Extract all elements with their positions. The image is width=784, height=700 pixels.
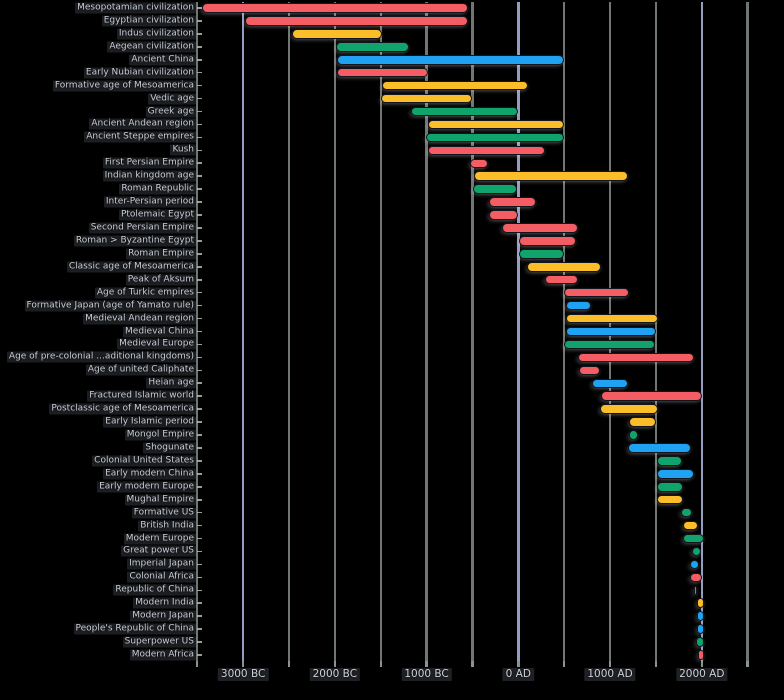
timeline-bar (628, 443, 690, 453)
timeline-row-label: Ancient Andean region (91, 118, 194, 129)
row-tick (197, 331, 202, 333)
timeline-bar (473, 184, 517, 194)
timeline-row-label: Imperial Japan (129, 558, 194, 569)
timeline-row-label: Aegean civilization (109, 41, 194, 52)
timeline-bar (336, 42, 409, 52)
row-tick (197, 124, 202, 126)
timeline-row-label: Early modern Europe (99, 481, 194, 492)
row-tick (197, 72, 202, 74)
row-tick (197, 292, 202, 294)
timeline-row-label: Early Islamic period (105, 416, 194, 427)
row-tick (197, 590, 202, 592)
timeline-row-label: Ancient China (131, 54, 194, 65)
timeline-row-label: People's Republic of China (75, 623, 194, 634)
timeline-row-label: Mesopotamian civilization (77, 2, 194, 13)
timeline-bar (578, 353, 694, 363)
timeline-row-label: Medieval Andean region (85, 313, 194, 324)
timeline-bar (428, 146, 545, 156)
axis-tick-label: 3000 BC (218, 668, 268, 681)
timeline-bar (470, 159, 488, 169)
row-tick (197, 59, 202, 61)
timeline-bar (601, 391, 702, 401)
timeline-bar (681, 508, 692, 518)
timeline-row-label: Ancient Steppe empires (86, 131, 194, 142)
timeline-bar (629, 417, 656, 427)
row-tick (197, 305, 202, 307)
timeline-bar (657, 469, 694, 479)
row-tick (197, 615, 202, 617)
row-tick (197, 486, 202, 488)
axis-tick (517, 661, 519, 667)
timeline-bar (697, 598, 704, 608)
timeline-bar (629, 430, 639, 440)
axis-tick (242, 661, 244, 667)
timeline-row-label: Peak of Aksum (127, 274, 194, 285)
timeline-bar (657, 456, 682, 466)
timeline-bar (600, 404, 658, 414)
timeline-row-label: Mughal Empire (126, 494, 194, 505)
gridline (242, 2, 244, 661)
timeline-bar (519, 236, 576, 246)
timeline-row-label: Ptolemaic Egypt (120, 209, 194, 220)
timeline-row-label: Second Persian Empire (90, 222, 194, 233)
timeline-row-label: Postclassic age of Mesoamerica (51, 403, 194, 414)
gridline (288, 2, 290, 661)
axis-tick (380, 661, 382, 667)
timeline-bar (657, 495, 683, 505)
timeline-bar (489, 197, 535, 207)
axis-tick-label: 2000 AD (676, 668, 727, 681)
timeline-row-label: Classic age of Mesoamerica (68, 261, 194, 272)
timeline-row-label: British India (140, 520, 194, 531)
timeline-row-label: Colonial United States (94, 455, 194, 466)
row-tick (197, 253, 202, 255)
timeline-row-label: Modern Africa (131, 649, 194, 660)
timeline-row-label: Indian kingdom age (104, 170, 194, 181)
axis-tick (746, 661, 748, 667)
row-tick (197, 175, 202, 177)
timeline-bar (683, 534, 703, 544)
timeline-bar (694, 586, 697, 596)
timeline-bar (697, 611, 704, 621)
axis-tick (425, 661, 427, 667)
row-tick (197, 137, 202, 139)
row-tick (197, 499, 202, 501)
axis-tick (471, 661, 473, 667)
timeline-bar (692, 547, 701, 557)
timeline-bar (381, 94, 472, 104)
timeline-bar (690, 560, 699, 570)
timeline-bar (202, 3, 468, 13)
timeline-row-label: Fractured Islamic world (89, 390, 194, 401)
timeline-bar (566, 314, 658, 324)
row-tick (197, 7, 202, 9)
timeline-bar (592, 379, 628, 389)
timeline-row-label: Modern Japan (132, 610, 194, 621)
axis-tick-label: 0 AD (503, 668, 534, 681)
timeline-row-label: Inter-Persian period (105, 196, 194, 207)
timeline-row-label: Formative age of Mesoamerica (54, 80, 194, 91)
timeline-bar (579, 366, 600, 376)
row-tick (197, 33, 202, 35)
timeline-bar (564, 288, 629, 298)
timeline-row-label: Medieval China (125, 326, 194, 336)
row-tick (197, 318, 202, 320)
timeline-bar (411, 107, 519, 117)
row-tick (197, 382, 202, 384)
row-tick (197, 98, 202, 100)
row-tick (197, 434, 202, 436)
timeline-bar (337, 68, 428, 78)
timeline-row-label: Shogunate (145, 442, 194, 453)
axis-tick-label: 2000 BC (310, 668, 360, 681)
timeline-row-label: Great power US (123, 545, 194, 556)
timeline-row-label: Egyptian civilization (103, 15, 194, 26)
timeline-row-label: Modern India (135, 597, 194, 608)
timeline-row-label: Formative Japan (age of Yamato rule) (26, 300, 194, 311)
axis-tick-label: 1000 BC (401, 668, 451, 681)
row-tick (197, 654, 202, 656)
timeline-bar (527, 262, 601, 272)
timeline-bar (545, 275, 578, 285)
axis-tick (609, 661, 611, 667)
row-tick (197, 408, 202, 410)
row-tick (197, 370, 202, 372)
timeline-row-label: First Persian Empire (104, 157, 194, 168)
timeline-bar (690, 573, 701, 583)
gridline (471, 2, 473, 661)
row-tick (197, 240, 202, 242)
axis-tick (655, 661, 657, 667)
timeline-row-label: Early Nubian civilization (85, 67, 194, 78)
timeline-bar (474, 171, 628, 181)
timeline-row-label: Vedic age (150, 93, 194, 104)
row-tick (197, 266, 202, 268)
row-tick (197, 564, 202, 566)
timeline-row-label: Early modern China (105, 468, 194, 479)
row-tick (197, 447, 202, 449)
gridline (517, 2, 519, 661)
timeline-bar (698, 650, 704, 660)
axis-tick (334, 661, 336, 667)
row-tick (197, 577, 202, 579)
row-tick (197, 201, 202, 203)
timeline-row-label: Age of united Caliphate (87, 364, 194, 375)
row-tick (197, 512, 202, 514)
row-tick (197, 628, 202, 630)
row-tick (197, 538, 202, 540)
row-tick (197, 525, 202, 527)
row-tick (197, 551, 202, 553)
timeline-row-label: Superpower US (124, 636, 194, 647)
timeline-bar (564, 340, 655, 350)
gridline (746, 2, 748, 661)
timeline-bar (657, 482, 684, 492)
timeline-bar (696, 637, 703, 647)
row-tick (197, 279, 202, 281)
row-tick (197, 214, 202, 216)
timeline-bar (337, 55, 564, 65)
timeline-bar (683, 521, 698, 531)
timeline-bar (489, 210, 518, 220)
timeline-row-label: Kush (172, 144, 194, 155)
timeline-bar (566, 327, 656, 337)
timeline-row-label: Roman > Byzantine Egypt (75, 235, 194, 246)
gridline (701, 2, 703, 661)
row-tick (197, 395, 202, 397)
timeline-row-label: Indus civilization (118, 28, 194, 39)
row-tick (197, 46, 202, 48)
row-tick (197, 473, 202, 475)
timeline-bar (697, 624, 704, 634)
timeline-row-label: Formative US (133, 507, 194, 518)
timeline-bar (519, 249, 564, 259)
row-tick (197, 20, 202, 22)
row-tick (197, 602, 202, 604)
timeline-row-label: Colonial Africa (129, 571, 194, 582)
row-tick (197, 460, 202, 462)
timeline-row-label: Age of Turkic empires (96, 287, 194, 298)
timeline-row-label: Greek age (147, 106, 194, 117)
timeline-row-label: Medieval Europe (119, 338, 194, 349)
axis-tick (701, 661, 703, 667)
axis-tick (288, 661, 290, 667)
timeline-bar (382, 81, 528, 91)
timeline-bar (566, 301, 592, 311)
row-tick (197, 344, 202, 346)
row-tick (197, 111, 202, 113)
row-tick (197, 421, 202, 423)
timeline-bar (245, 16, 468, 26)
gridline (334, 2, 336, 661)
timeline-row-label: Mongol Empire (126, 429, 194, 440)
axis-tick (563, 661, 565, 667)
timeline-row-label: Roman Republic (121, 183, 194, 194)
row-tick (197, 227, 202, 229)
timeline-row-label: Heian age (148, 377, 194, 388)
timeline-row-label: Roman Empire (128, 248, 194, 259)
timeline-row-label: Republic of China (115, 584, 194, 595)
timeline-row-label: Age of pre-colonial ...aditional kingdoms) (8, 351, 194, 362)
row-tick (197, 357, 202, 359)
timeline-bar (292, 29, 382, 39)
row-tick (197, 641, 202, 643)
timeline-row-label: Modern Europe (125, 533, 194, 544)
timeline-bar (428, 120, 564, 130)
axis-tick (196, 661, 198, 667)
timeline-bar (426, 133, 564, 143)
axis-tick-label: 1000 AD (584, 668, 635, 681)
row-tick (197, 85, 202, 87)
timeline-bar (502, 223, 578, 233)
row-tick (197, 188, 202, 190)
row-tick (197, 162, 202, 164)
row-tick (197, 150, 202, 152)
